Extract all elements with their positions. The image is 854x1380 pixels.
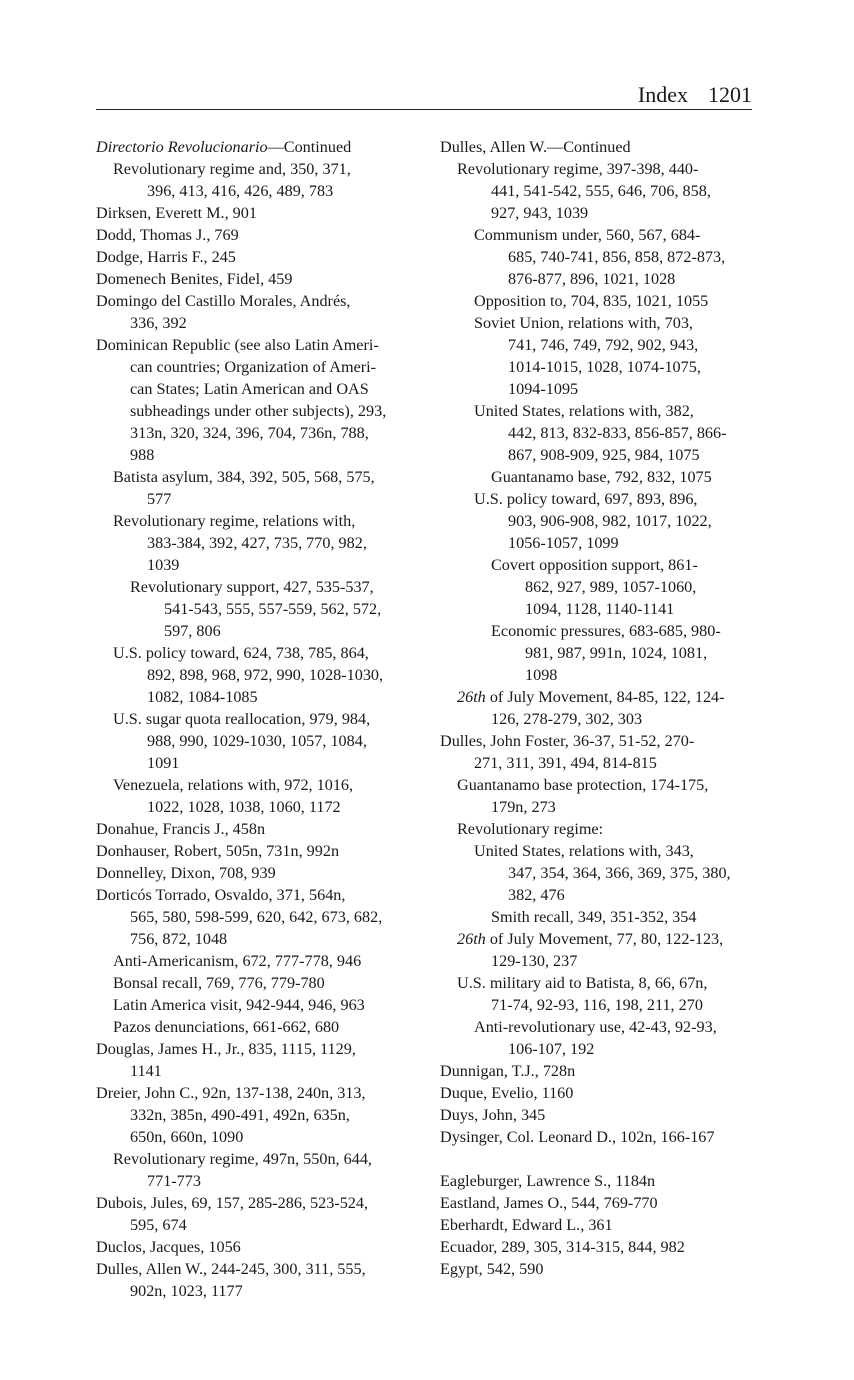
- entry-text: Economic pressures, 683-685, 980- 981, 987, 991n, 1024, 1081, 1098: [491, 622, 721, 684]
- entry-text: United States, relations with, 382, 442, 813, 832-833, 856-857, 866- 867, 908-909, 925, 984, 1075: [474, 402, 727, 464]
- index-subentry: [113, 510, 418, 576]
- entry-text: Smith recall, 349, 351-352, 354: [491, 908, 697, 926]
- index-entry: [440, 1214, 758, 1236]
- index-entry: [96, 268, 418, 290]
- index-subentry: [113, 774, 418, 818]
- entry-text: Revolutionary regime, relations with, 383-384, 392, 427, 735, 770, 982, 1039: [113, 512, 367, 574]
- entry-text: Dulles, John Foster, 36-37, 51-52, 270- 271, 311, 391, 494, 814-815: [440, 732, 695, 772]
- index-subentry: [113, 466, 418, 510]
- entry-text: Dysinger, Col. Leonard D., 102n, 166-167: [440, 1128, 715, 1146]
- index-entry: [96, 246, 418, 268]
- index-subentry: [113, 708, 418, 774]
- entry-text: Bonsal recall, 769, 776, 779-780: [113, 974, 325, 992]
- entry-text: Batista asylum, 384, 392, 505, 568, 575, 577: [113, 468, 375, 508]
- italic-lead: Directorio Revolucionario: [96, 138, 268, 156]
- entry-text: Dulles, Allen W., 244-245, 300, 311, 555, 902n, 1023, 1177: [96, 1260, 366, 1300]
- entry-text: Douglas, James H., Jr., 835, 1115, 1129, 1141: [96, 1040, 356, 1080]
- entry-text: Anti-revolutionary use, 42-43, 92-93, 106-107, 192: [474, 1018, 717, 1058]
- index-entry: [440, 1126, 758, 1148]
- entry-text: Duclos, Jacques, 1056: [96, 1238, 241, 1256]
- index-subentry: [474, 488, 758, 554]
- entry-text: Domenech Benites, Fidel, 459: [96, 270, 293, 288]
- entry-text: Revolutionary regime, 397-398, 440- 441, 541-542, 555, 646, 706, 858, 927, 943, 1039: [457, 160, 711, 222]
- index-entry: [440, 1104, 758, 1126]
- index-entry: [96, 290, 418, 334]
- entry-text: Dreier, John C., 92n, 137-138, 240n, 313, 332n, 385n, 490-491, 492n, 635n, 650n, 660n, 1090: [96, 1084, 366, 1146]
- index-subentry: [130, 576, 418, 642]
- entry-text: Guantanamo base, 792, 832, 1075: [491, 468, 712, 486]
- index-subentry: [474, 312, 758, 400]
- entry-text: Venezuela, relations with, 972, 1016, 1022, 1028, 1038, 1060, 1172: [113, 776, 354, 816]
- header-section-title: Index: [637, 82, 688, 107]
- index-subentry: [113, 642, 418, 708]
- entry-text: Dominican Republic (see also Latin Ameri- can countries; Organization of Ameri- can States; Latin American and OAS subheadings under other subjects), 293, 313n, 320, 324, 396, 704, 736n, 788, 988: [96, 336, 387, 464]
- index-subentry: [474, 224, 758, 290]
- index-entry: [96, 1192, 418, 1236]
- index-subentry: [457, 928, 758, 972]
- italic-lead: 26th: [457, 930, 486, 948]
- index-subentry: [113, 1148, 418, 1192]
- index-subentry: [457, 686, 758, 730]
- entry-text: Revolutionary support, 427, 535-537, 541-543, 555, 557-559, 562, 572, 597, 806: [130, 578, 382, 640]
- index-entry: [96, 1236, 418, 1258]
- index-entry: [440, 1170, 758, 1192]
- entry-text: U.S. policy toward, 624, 738, 785, 864, 892, 898, 968, 972, 990, 1028-1030, 1082, 1084-1085: [113, 644, 384, 706]
- index-subentry: [474, 400, 758, 466]
- entry-text: Dirksen, Everett M., 901: [96, 204, 257, 222]
- index-entry: [96, 1038, 418, 1082]
- entry-text: U.S. military aid to Batista, 8, 66, 67n, 71-74, 92-93, 116, 198, 211, 270: [457, 974, 708, 1014]
- index-subentry: [113, 1016, 418, 1038]
- index-subentry: [474, 840, 758, 906]
- index-entry: [96, 840, 418, 862]
- entry-text: Guantanamo base protection, 174-175, 179n, 273: [457, 776, 709, 816]
- header-rule: [96, 109, 752, 110]
- index-entry: [440, 1060, 758, 1082]
- index-subentry: [457, 818, 758, 840]
- index-subentry: [474, 290, 758, 312]
- section-gap: [440, 1148, 758, 1170]
- entry-text: Donnelley, Dixon, 708, 939: [96, 864, 276, 882]
- entry-text: Egypt, 542, 590: [440, 1260, 544, 1278]
- entry-text: Dubois, Jules, 69, 157, 285-286, 523-524, 595, 674: [96, 1194, 369, 1234]
- index-entry: [96, 136, 418, 158]
- entry-text: Revolutionary regime, 497n, 550n, 644, 771-773: [113, 1150, 372, 1190]
- index-subentry: [113, 972, 418, 994]
- index-entry: [440, 1236, 758, 1258]
- entry-text: Domingo del Castillo Morales, Andrés, 336, 392: [96, 292, 351, 332]
- entry-text: Revolutionary regime and, 350, 371, 396, 413, 416, 426, 489, 783: [113, 160, 351, 200]
- entry-text: Revolutionary regime:: [457, 820, 604, 838]
- index-entry: [96, 334, 418, 466]
- index-subentry: [474, 1016, 758, 1060]
- entry-text: Pazos denunciations, 661-662, 680: [113, 1018, 340, 1036]
- index-column-right: [440, 136, 758, 1280]
- index-entry: [96, 884, 418, 950]
- index-entry: [96, 224, 418, 246]
- entry-text: of July Movement, 77, 80, 122-123, 129-130, 237: [489, 930, 724, 970]
- index-entry: [96, 1258, 418, 1302]
- entry-text: Eastland, James O., 544, 769-770: [440, 1194, 658, 1212]
- entry-text: Soviet Union, relations with, 703, 741, 746, 749, 792, 902, 943, 1014-1015, 1028, 1074-1075, 1094-1095: [474, 314, 701, 398]
- entry-text: Latin America visit, 942-944, 946, 963: [113, 996, 365, 1014]
- entry-text: Dunnigan, T.J., 728n: [440, 1062, 576, 1080]
- entry-text: of July Movement, 84-85, 122, 124- 126, 278-279, 302, 303: [489, 688, 725, 728]
- entry-text: —Continued: [267, 138, 352, 156]
- index-column-left: [96, 136, 418, 1302]
- entry-text: Dodd, Thomas J., 769: [96, 226, 239, 244]
- index-subentry: [457, 972, 758, 1016]
- index-subentry: [457, 158, 758, 224]
- entry-text: Covert opposition support, 861- 862, 927, 989, 1057-1060, 1094, 1128, 1140-1141: [491, 556, 698, 618]
- entry-text: Duys, John, 345: [440, 1106, 546, 1124]
- index-entry: [96, 818, 418, 840]
- entry-text: Donahue, Francis J., 458n: [96, 820, 266, 838]
- entry-text: Donhauser, Robert, 505n, 731n, 992n: [96, 842, 340, 860]
- entry-text: Communism under, 560, 567, 684- 685, 740-741, 856, 858, 872-873, 876-877, 896, 1021, 1028: [474, 226, 726, 288]
- entry-text: Anti-Americanism, 672, 777-778, 946: [113, 952, 362, 970]
- index-subentry: [491, 466, 758, 488]
- entry-text: United States, relations with, 343, 347, 354, 364, 366, 369, 375, 380, 382, 476: [474, 842, 731, 904]
- index-entry: [440, 1082, 758, 1104]
- index-subentry: [113, 950, 418, 972]
- entry-text: Ecuador, 289, 305, 314-315, 844, 982: [440, 1238, 685, 1256]
- entry-text: U.S. policy toward, 697, 893, 896, 903, 906-908, 982, 1017, 1022, 1056-1057, 1099: [474, 490, 712, 552]
- entry-text: Dorticós Torrado, Osvaldo, 371, 564n, 565, 580, 598-599, 620, 642, 673, 682, 756, 872, 1048: [96, 886, 383, 948]
- entry-text: Dulles, Allen W.—Continued: [440, 138, 631, 156]
- index-subentry: [491, 554, 758, 620]
- entry-text: Eagleburger, Lawrence S., 1184n: [440, 1172, 656, 1190]
- entry-text: Eberhardt, Edward L., 361: [440, 1216, 613, 1234]
- index-subentry: [113, 994, 418, 1016]
- index-subentry: [457, 774, 758, 818]
- index-subentry: [113, 158, 418, 202]
- running-header: [638, 82, 752, 108]
- entry-text: Duque, Evelio, 1160: [440, 1084, 574, 1102]
- italic-lead: 26th: [457, 688, 486, 706]
- entry-text: Dodge, Harris F., 245: [96, 248, 236, 266]
- index-subentry: [491, 906, 758, 928]
- index-entry: [440, 1192, 758, 1214]
- entry-text: U.S. sugar quota reallocation, 979, 984, 988, 990, 1029-1030, 1057, 1084, 1091: [113, 710, 371, 772]
- page-number: 1201: [708, 82, 752, 107]
- index-entry: [440, 1258, 758, 1280]
- entry-text: Opposition to, 704, 835, 1021, 1055: [474, 292, 709, 310]
- index-subentry: [491, 620, 758, 686]
- index-entry: [96, 862, 418, 884]
- index-entry: [440, 136, 758, 158]
- index-entry: [96, 1082, 418, 1148]
- index-entry: [440, 730, 758, 774]
- index-entry: [96, 202, 418, 224]
